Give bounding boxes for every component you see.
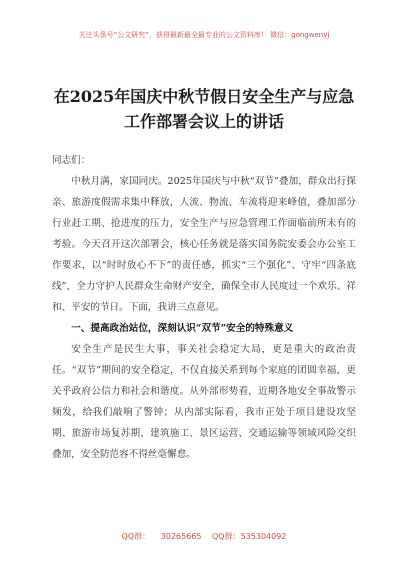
footer-qq-note: QQ群： 30265665 QQ群：535304092 [121, 532, 287, 541]
greeting: 同志们： [52, 155, 91, 166]
intro-paragraph: 中秋月满，家国同庆。2025年国庆与中秋“双节”叠加，群众出行探亲、旅游度假需求集中释放，人流、物流、车流将迎来峰值，叠加部分行业赶工期、抢进度的压力，安全生产与应急管理工作面临前所未有的考验。今天召开这次部署会，核心任务就是落实国务院安委会办公室工作要求，以“时时放心不下”的责任感，抓实“三个强化”、守牢“四条底线”，全力守护人民群众生命财产安全，确保全市人民度过一个欢乐、祥和、平安的节日。下面，我讲三点意见。 [52, 176, 356, 313]
document-body [52, 150, 356, 465]
header-promo-note: 关注头条号“公文研究”，获得最新最全最专业的公文资料库！ 微信：gongwenyj [78, 31, 330, 39]
document-title: 在2025年国庆中秋节假日安全生产与应急工作部署会议上的讲话 [53, 87, 355, 131]
section-heading: 一、提高政治站位，深刻认识“双节”安全的特殊意义 [71, 323, 294, 334]
section-paragraph: 安全生产是民生大事，事关社会稳定大局，更是重大的政治责任。“双节”期间的安全稳定，不仅直接关系到每个家庭的团圆幸福，更关乎政府公信力和社会和谐度。从外部形势看，近期各地安全事故警示频发，给我们敲响了警钟；从内部实际看，我市正处于项目建设攻坚期、旅游市场复苏期，建筑施工、景区运营、交通运输等领域风险交织叠加，安全防范容不得丝毫懈怠。 [52, 344, 356, 460]
